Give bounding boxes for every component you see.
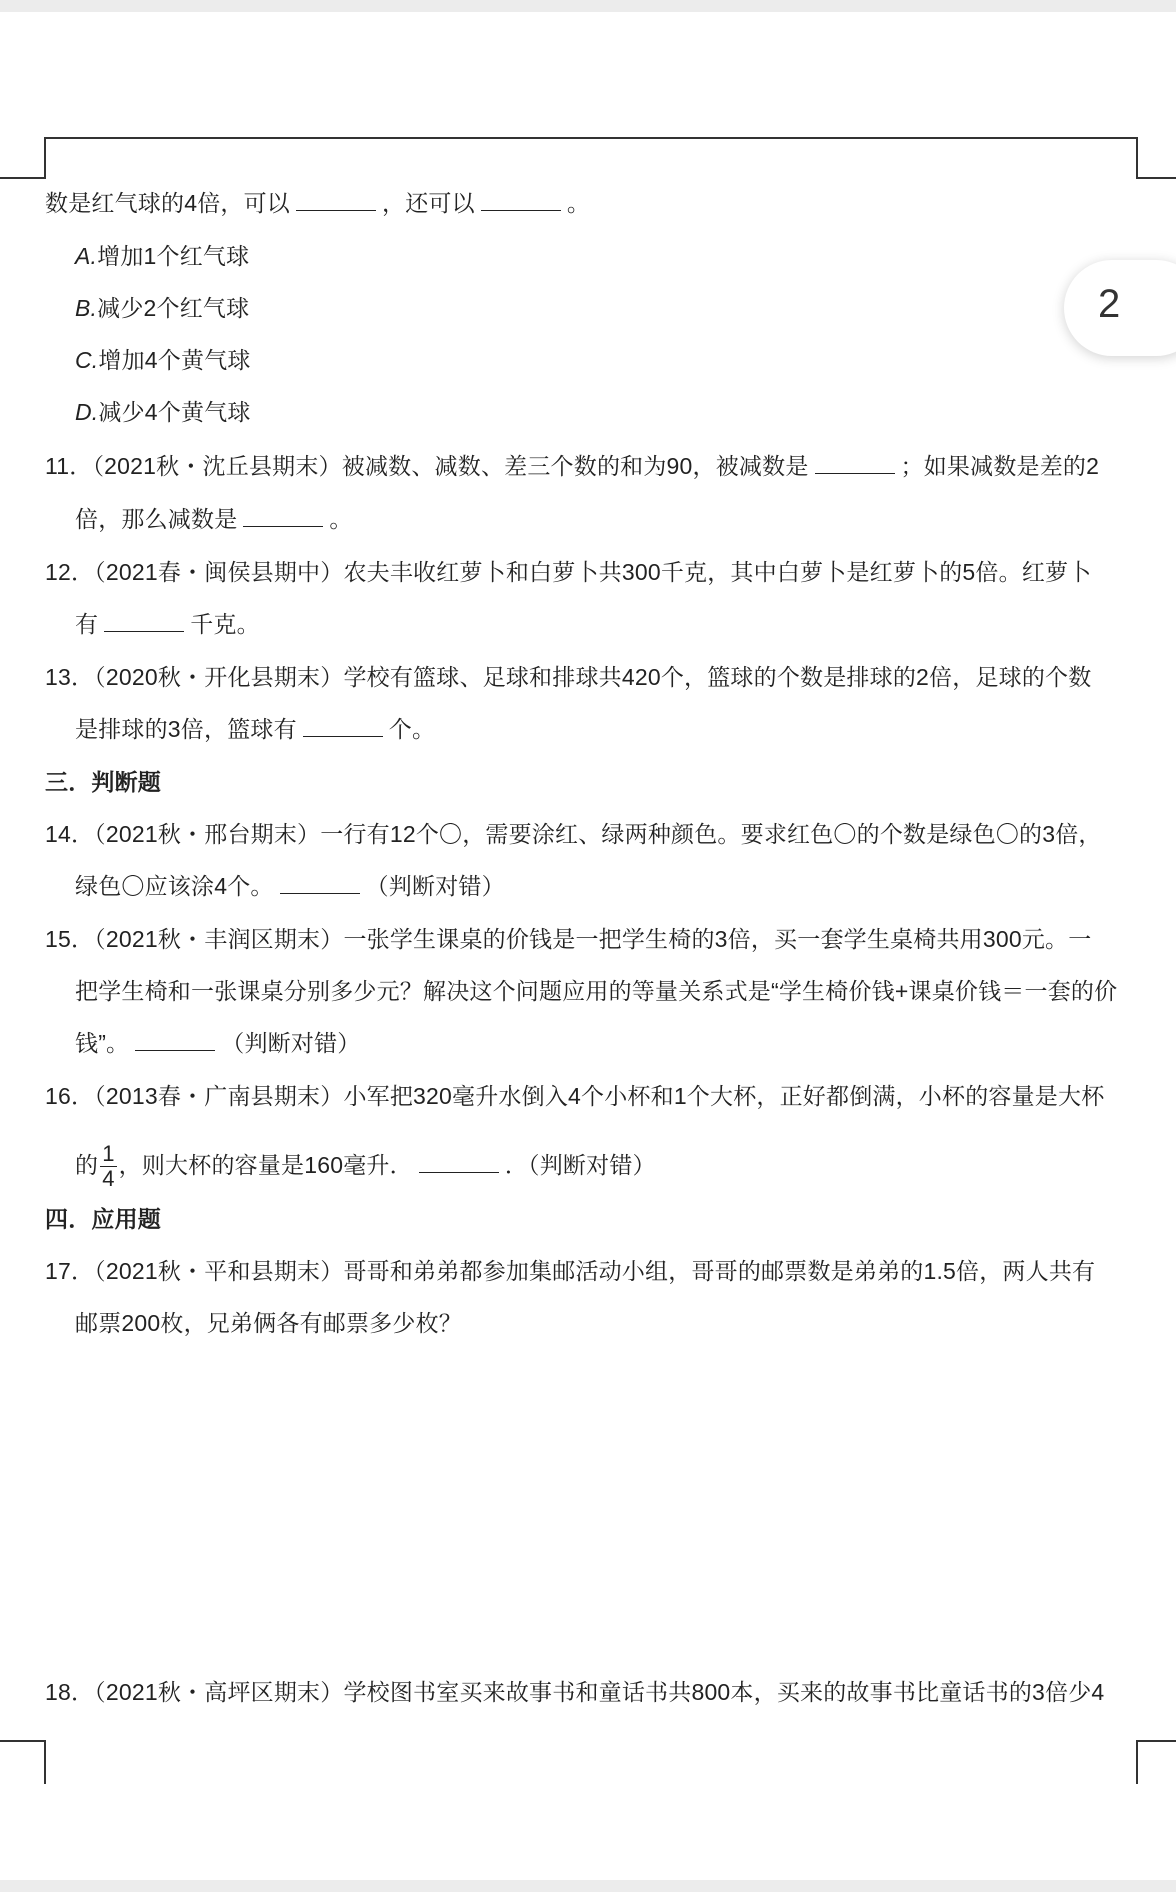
answer-blank[interactable]: [135, 1030, 215, 1051]
crop-mark-bottom-right: [1136, 1740, 1176, 1784]
question-15: 15．（2021秋・丰润区期末）一张学生课桌的价钱是一把学生椅的3倍，买一套学生桌椅共用300元。一: [45, 926, 1092, 952]
option-d[interactable]: D.减少4个黄气球: [75, 399, 251, 425]
question-14-cont: 绿色〇应该涂4个。 （判断对错）: [75, 873, 505, 899]
crop-mark-bottom-left: [0, 1740, 46, 1784]
question-12-cont: 有 千克。: [75, 611, 260, 637]
question-17-cont: 邮票200枚，兄弟俩各有邮票多少枚？: [75, 1310, 462, 1336]
question-13-cont: 是排球的3倍，篮球有 个。: [75, 716, 436, 742]
option-b[interactable]: B.减少2个红气球: [75, 295, 250, 321]
answer-blank[interactable]: [296, 190, 376, 211]
page-number: 2: [1098, 282, 1121, 326]
question-18: 18．（2021秋・高坪区期末）学校图书室买来故事书和童话书共800本，买来的故事书比童话书的3倍少4: [45, 1679, 1105, 1705]
header-rule: [44, 137, 1136, 139]
question-12: 12．（2021春・闽侯县期中）农夫丰收红萝卜和白萝卜共300千克，其中白萝卜是红萝卜的5倍。红萝卜: [45, 559, 1092, 585]
bottom-strip: [0, 1880, 1176, 1892]
question-11-cont: 倍，那么减数是 。: [75, 506, 353, 532]
question-16: 16．（2013春・广南县期末）小军把320毫升水倒入4个小杯和1个大杯，正好都倒满，小杯的容量是大杯: [45, 1083, 1105, 1109]
fraction-one-quarter: $\frac{1}{4}$: [102, 1141, 115, 1192]
answer-blank[interactable]: [481, 190, 561, 211]
q10-tail: 数是红气球的4倍，可以 ，还可以 。: [45, 190, 591, 216]
section-heading-judgement: 三．判断题: [45, 769, 161, 795]
option-c[interactable]: C.增加4个黄气球: [75, 347, 251, 373]
answer-blank[interactable]: [419, 1152, 499, 1173]
question-17: 17．（2021秋・平和县期末）哥哥和弟弟都参加集邮活动小组，哥哥的邮票数是弟弟的1.5倍，两人共有: [45, 1258, 1096, 1284]
answer-blank[interactable]: [303, 716, 383, 737]
question-11: 11．（2021秋・沈丘县期末）被减数、减数、差三个数的和为90，被减数是 ；如果减数是差的2: [45, 453, 1100, 479]
question-16-cont: 的 $\frac{1}{4}$ ，则大杯的容量是160毫升． ．（判断对错）: [75, 1141, 656, 1192]
answer-blank[interactable]: [104, 611, 184, 632]
answer-blank[interactable]: [243, 506, 323, 527]
question-15-cont: 把学生椅和一张课桌分别多少元？解决这个问题应用的等量关系式是“学生椅价钱+课桌价钱＝一套的价: [75, 978, 1118, 1004]
crop-mark-top-left: [0, 137, 46, 179]
question-13: 13．（2020秋・开化县期末）学校有篮球、足球和排球共420个，篮球的个数是排球的2倍，足球的个数: [45, 664, 1092, 690]
question-15-cont2: 钱”。 （判断对错）: [75, 1030, 361, 1056]
answer-blank[interactable]: [280, 873, 360, 894]
question-14: 14．（2021秋・邢台期末）一行有12个〇，需要涂红、绿两种颜色。要求红色〇的个数是绿色〇的3倍，: [45, 821, 1102, 847]
top-strip: [0, 0, 1176, 12]
option-a[interactable]: A.增加1个红气球: [75, 243, 250, 269]
crop-mark-top-right: [1136, 137, 1176, 179]
section-heading-application: 四．应用题: [45, 1206, 161, 1232]
answer-blank[interactable]: [815, 453, 895, 474]
